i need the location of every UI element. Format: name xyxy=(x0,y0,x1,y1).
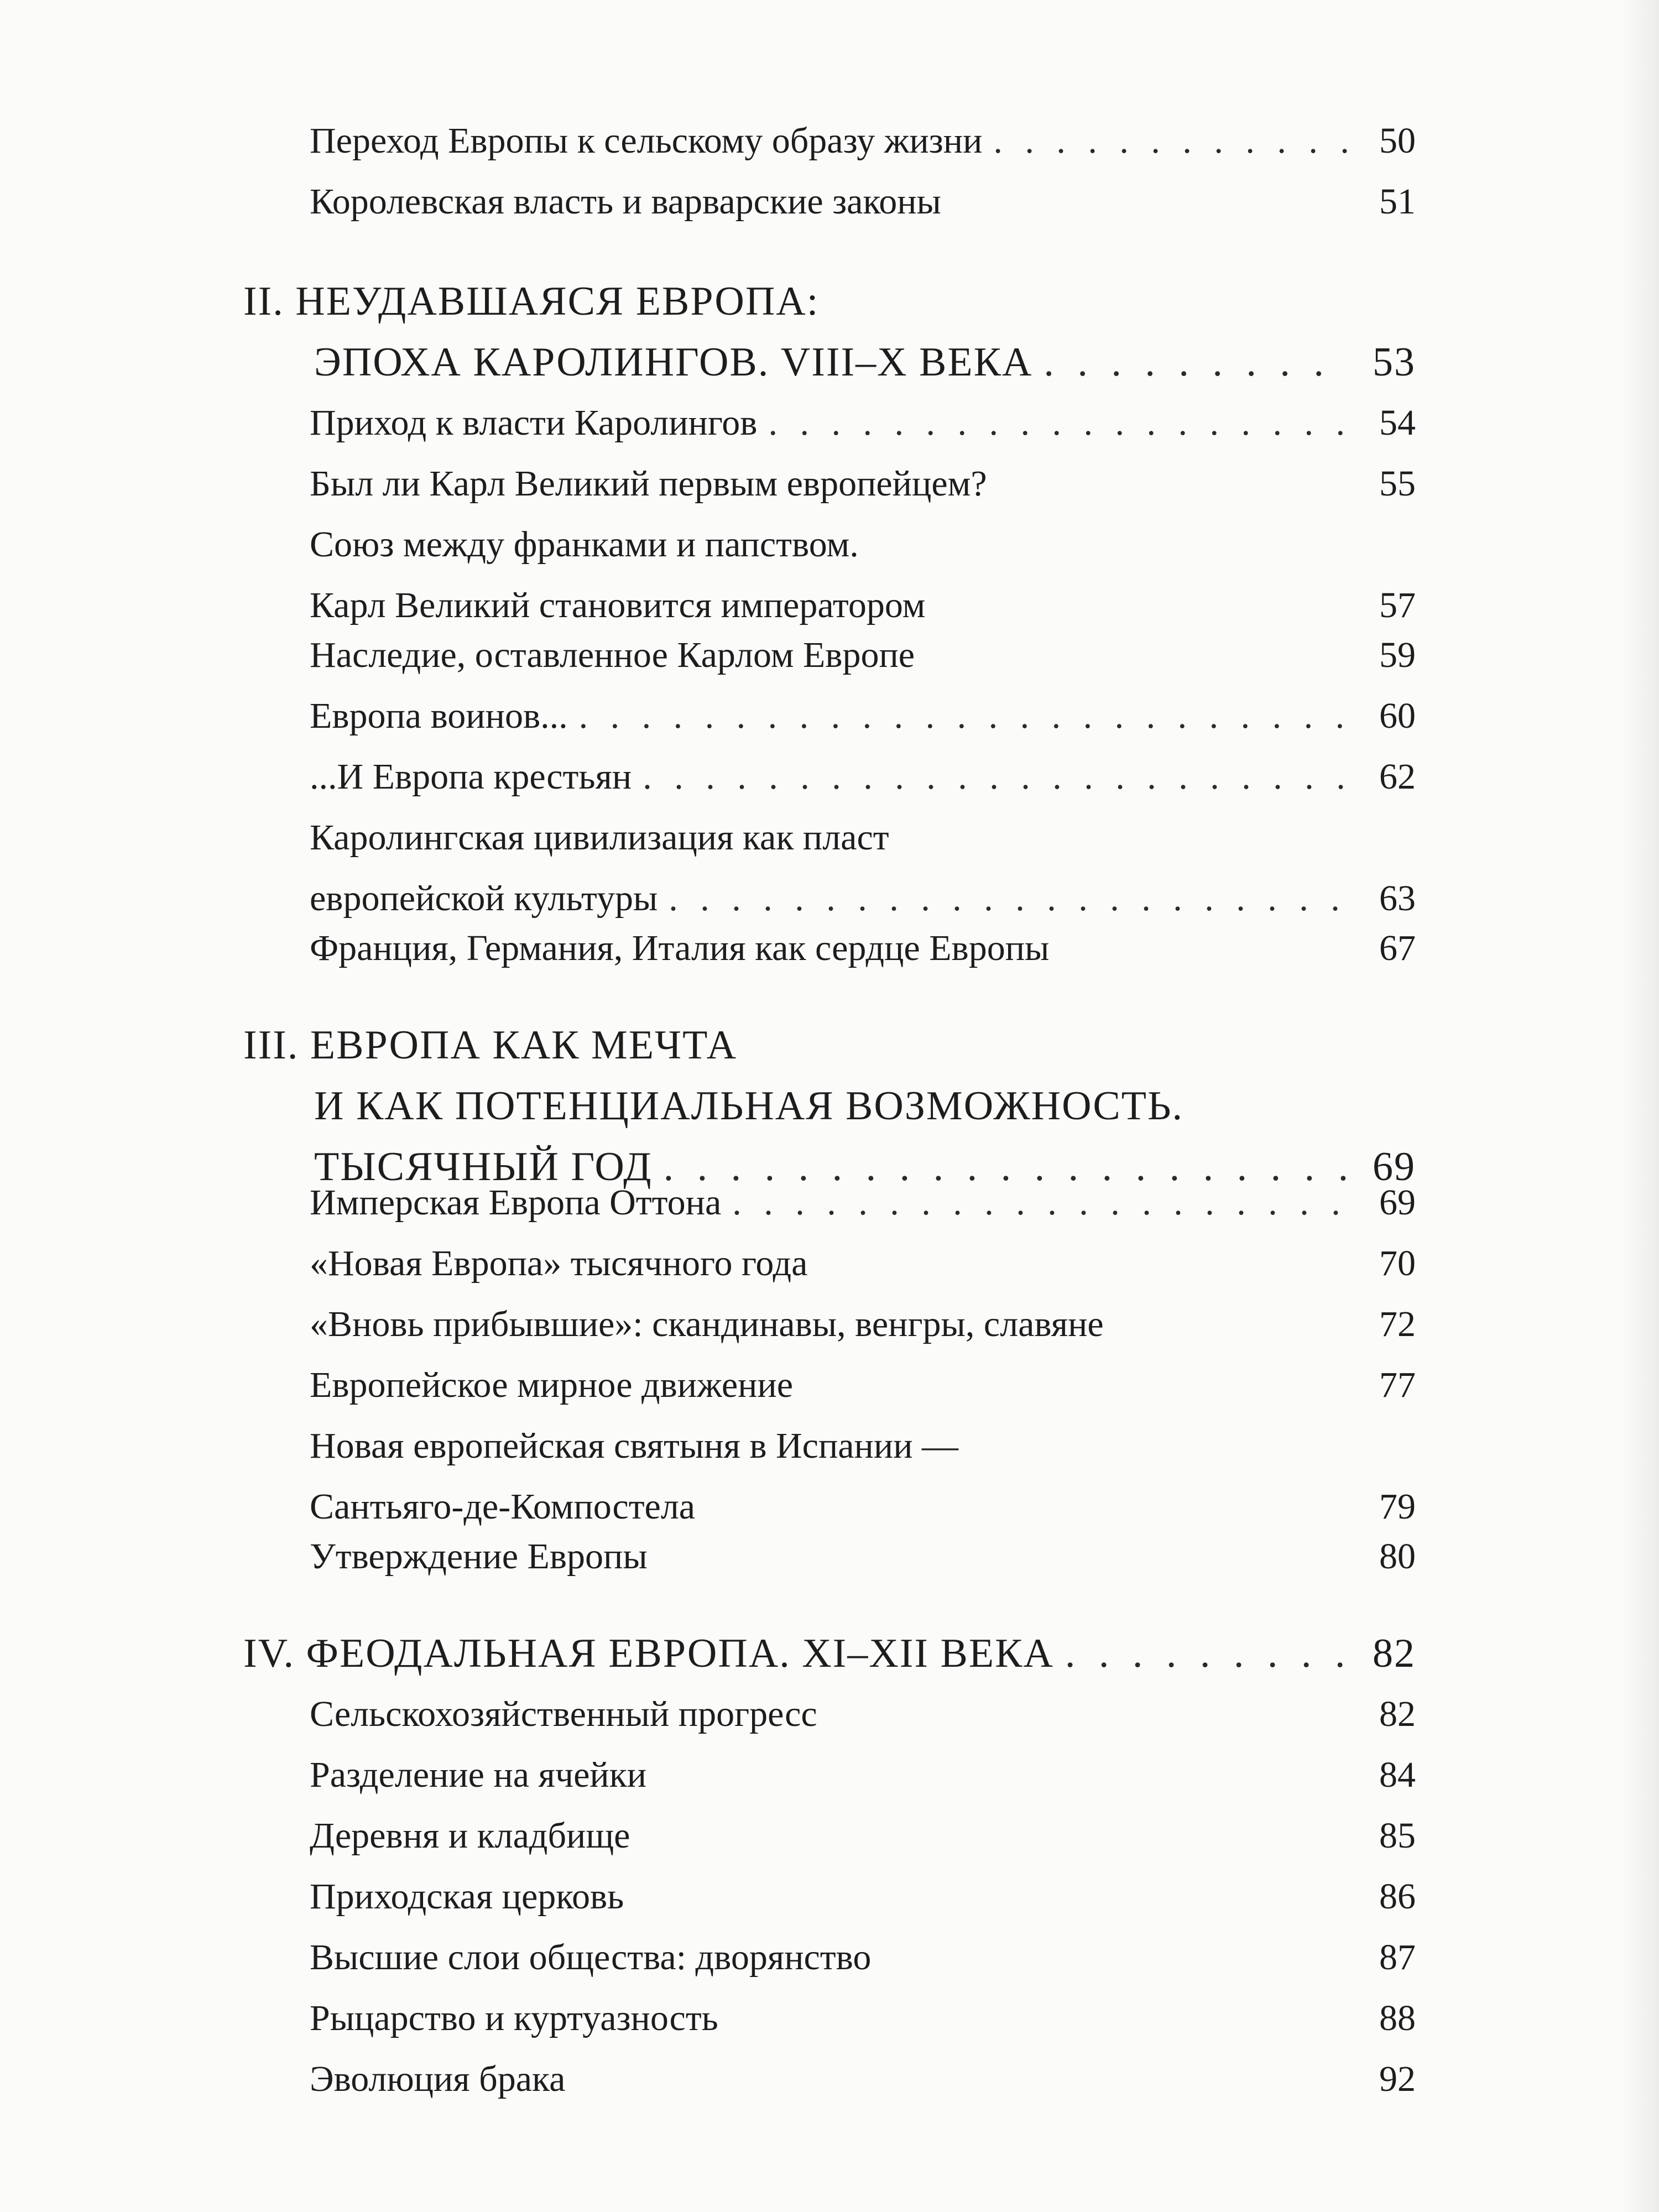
toc-entry-title: Высшие слои общества: дворянство xyxy=(310,1937,872,1978)
toc-entry xyxy=(310,1806,1416,1866)
toc-entry xyxy=(310,747,1416,807)
toc-entry-title: Эволюция брака xyxy=(310,2059,566,2099)
toc-entry-title: Франция, Германия, Италия как сердце Европы xyxy=(310,928,1050,968)
chapter-title-line: IV. ФЕОДАЛЬНАЯ ЕВРОПА. XI–XII ВЕКА xyxy=(243,1631,1054,1676)
toc-entry xyxy=(310,453,1416,514)
leader-dots xyxy=(1065,1623,1347,1684)
toc-entry-page: 57 xyxy=(1379,585,1416,625)
toc-entry xyxy=(310,1233,1416,1294)
toc-entry xyxy=(310,171,1416,232)
toc-entry-page: 87 xyxy=(1379,1937,1416,1978)
toc-entry-page: 51 xyxy=(1379,181,1416,222)
toc-entry xyxy=(310,1172,1416,1233)
toc-entry xyxy=(310,1866,1416,1927)
toc-entry xyxy=(310,1416,1416,1537)
leader-dots xyxy=(643,747,1347,807)
toc-entry xyxy=(310,1355,1416,1416)
toc-entry-title: Разделение на ячейки xyxy=(310,1755,647,1795)
toc-entry-title: Сантьяго-де-Компостела xyxy=(310,1486,696,1527)
chapter-page: 82 xyxy=(1373,1631,1416,1676)
toc-entry-page: 69 xyxy=(1379,1182,1416,1223)
toc-entry xyxy=(310,393,1416,453)
toc-entry-page: 85 xyxy=(1379,1815,1416,1856)
toc-entry xyxy=(310,918,1416,979)
toc-entry-title: Наследие, оставленное Карлом Европе xyxy=(310,635,915,675)
chapter-title-line: II. НЕУДАВШАЯСЯ ЕВРОПА: xyxy=(243,279,820,324)
toc-entry xyxy=(310,1526,1416,1587)
toc-entry xyxy=(310,625,1416,686)
toc-entry xyxy=(310,514,1416,636)
toc-entry-page: 60 xyxy=(1379,696,1416,736)
toc-entry-page: 86 xyxy=(1379,1876,1416,1917)
toc-entry-title: «Новая Европа» тысячного года xyxy=(310,1243,808,1284)
toc-entry-title: Был ли Карл Великий первым европейцем? xyxy=(310,463,987,504)
chapter-title-line: И КАК ПОТЕНЦИАЛЬНАЯ ВОЗМОЖНОСТЬ. xyxy=(314,1083,1183,1129)
toc-entry-title: Деревня и кладбище xyxy=(310,1815,630,1856)
toc-entry-page: 79 xyxy=(1379,1486,1416,1527)
leader-dots xyxy=(768,393,1347,453)
chapter-heading xyxy=(243,1623,1416,1684)
toc-entry-title-line: Новая европейская святыня в Испании — xyxy=(310,1426,959,1466)
chapter-page: 69 xyxy=(1373,1144,1416,1190)
leader-dots xyxy=(732,1172,1347,1233)
chapter-heading xyxy=(243,1015,1416,1197)
toc-entry-title: Приход к власти Каролингов xyxy=(310,403,758,443)
chapter-title-line: ТЫСЯЧНЫЙ ГОД xyxy=(314,1144,653,1190)
toc-entry-page: 82 xyxy=(1379,1694,1416,1734)
toc-entry xyxy=(310,1927,1416,1988)
toc-entry-page: 67 xyxy=(1379,928,1416,968)
toc-entry-title: Утверждение Европы xyxy=(310,1536,648,1577)
toc-entry-title: ...И Европа крестьян xyxy=(310,757,632,797)
toc-entry-page: 50 xyxy=(1379,121,1416,161)
toc-entry-page: 88 xyxy=(1379,1998,1416,2038)
toc-entry-title: Приходская церковь xyxy=(310,1876,624,1917)
toc-entry xyxy=(310,2049,1416,2110)
toc-entry xyxy=(310,1745,1416,1806)
toc-entry-page: 62 xyxy=(1379,757,1416,797)
leader-dots xyxy=(993,111,1347,171)
toc-entry-title: Переход Европы к сельскому образу жизни xyxy=(310,121,983,161)
toc-entry-page: 77 xyxy=(1379,1365,1416,1405)
toc-entry-page: 59 xyxy=(1379,635,1416,675)
toc-entry-title-line: Союз между франками и папством. xyxy=(310,524,859,565)
chapter-heading xyxy=(243,271,1416,393)
toc-entry-page: 84 xyxy=(1379,1755,1416,1795)
toc-entry xyxy=(310,807,1416,929)
toc-entry-page: 92 xyxy=(1379,2059,1416,2099)
toc-entry-title: Европа воинов... xyxy=(310,696,568,736)
chapter-page: 53 xyxy=(1373,340,1416,385)
toc-entry-title: Карл Великий становится императором xyxy=(310,585,926,625)
toc-entry-page: 55 xyxy=(1379,463,1416,504)
toc-entry xyxy=(310,111,1416,171)
toc-entry-page: 63 xyxy=(1379,878,1416,919)
toc-entry-page: 70 xyxy=(1379,1243,1416,1284)
toc-entry xyxy=(310,1988,1416,2049)
toc-entry xyxy=(310,1294,1416,1355)
toc-entry-page: 80 xyxy=(1379,1536,1416,1577)
chapter-title-line: III. ЕВРОПА КАК МЕЧТА xyxy=(243,1022,738,1068)
chapter-title-line: ЭПОХА КАРОЛИНГОВ. VIII–X ВЕКА xyxy=(314,340,1033,385)
toc-entry-title: европейской культуры xyxy=(310,878,658,919)
toc-entry-page: 72 xyxy=(1379,1304,1416,1344)
toc-entry-title: Европейское мирное движение xyxy=(310,1365,794,1405)
toc-entry-title: Рыцарство и куртуазность xyxy=(310,1998,718,2038)
toc-entry xyxy=(310,686,1416,747)
toc-entry-title: Имперская Европа Оттона xyxy=(310,1182,722,1223)
toc-entry-title: Королевская власть и варварские законы xyxy=(310,181,941,222)
leader-dots xyxy=(579,686,1347,747)
toc-entry-page: 54 xyxy=(1379,403,1416,443)
toc-entry-title-line: Каролингская цивилизация как пласт xyxy=(310,817,889,858)
leader-dots xyxy=(1044,332,1347,393)
toc-entry xyxy=(310,1684,1416,1745)
toc-entry-title: «Вновь прибывшие»: скандинавы, венгры, славяне xyxy=(310,1304,1104,1344)
toc-entry-title: Сельскохозяйственный прогресс xyxy=(310,1694,817,1734)
